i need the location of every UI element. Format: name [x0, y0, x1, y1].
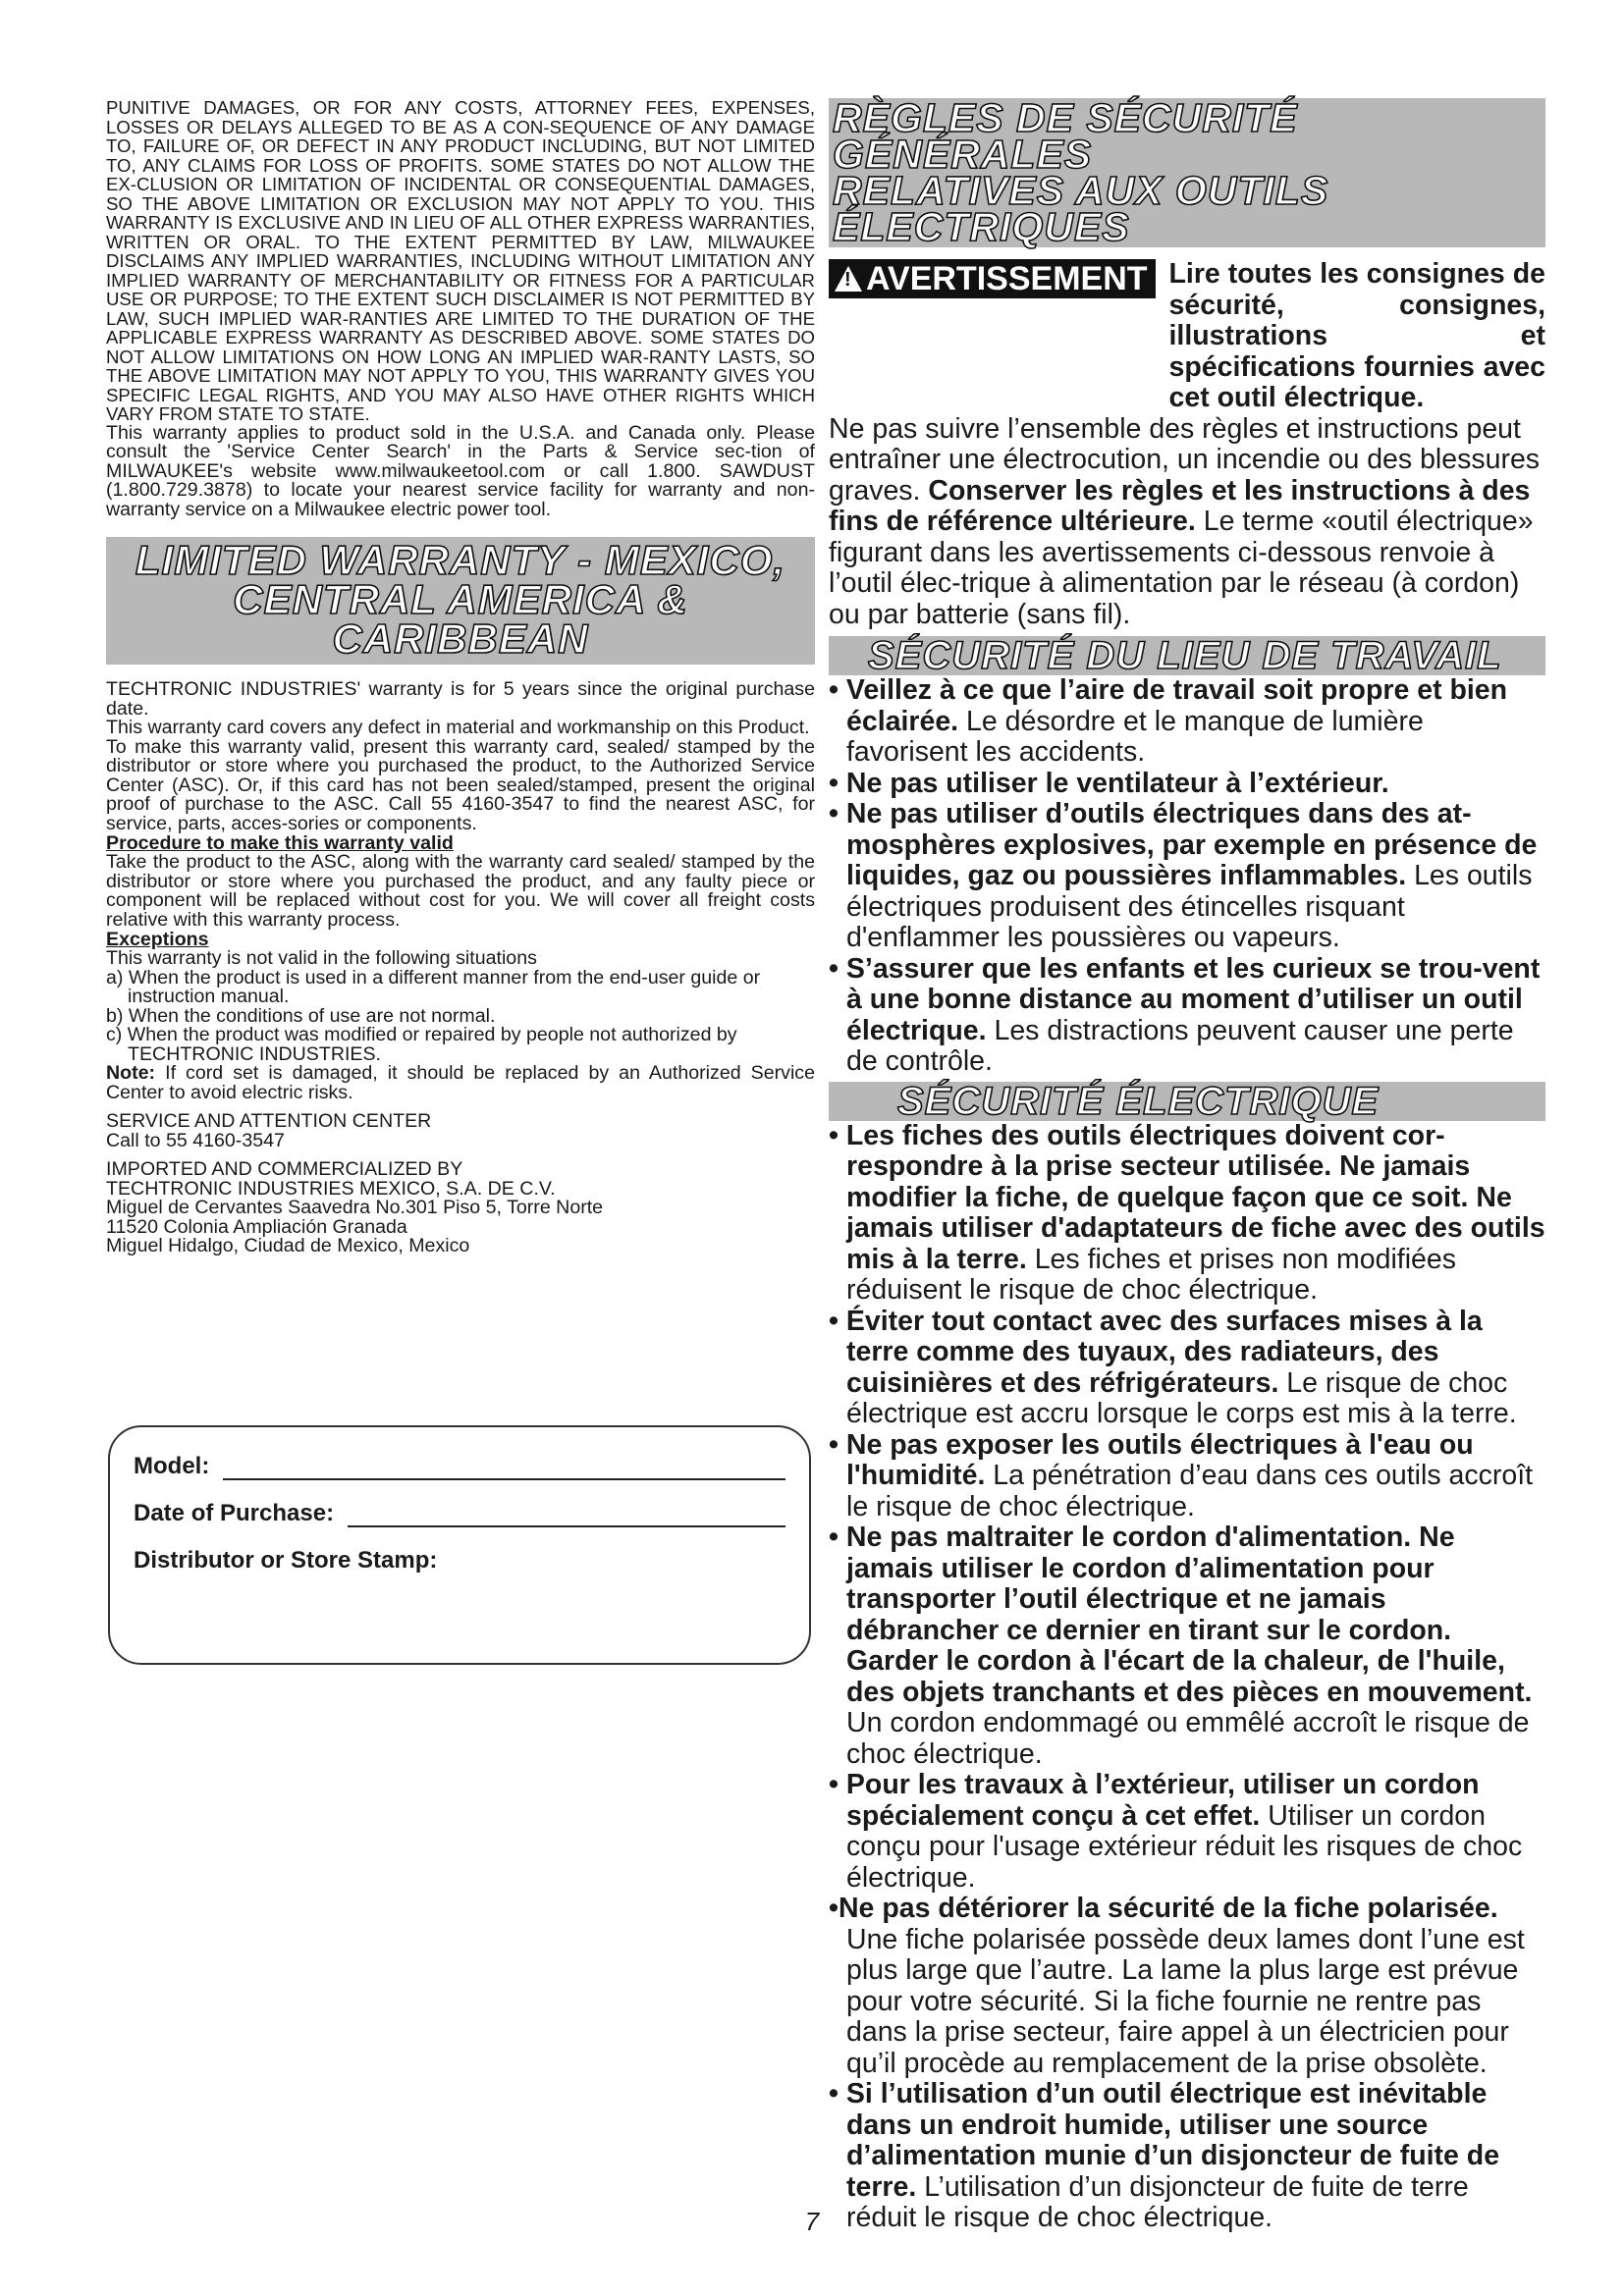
- elec-bullet-5: [829, 1770, 1545, 1894]
- importer-title: IMPORTED AND COMMERCIALIZED BY: [106, 1158, 463, 1180]
- importer-city: Miguel Hidalgo, Ciudad de Mexico, Mexico: [106, 1235, 470, 1256]
- warranty-validity-text: To make this warranty valid, present this warranty card, sealed/ stamped by the distributor or store where you purchased the product, to the Authorized Service Center (ASC). Or, if this card has not been sealed/stamped, present the original proof of purchase to the ASC. Call 55 4160-3547 to find the nearest ASC, for service, parts, acces-sories or components.: [106, 735, 815, 834]
- warning-block: [829, 259, 1545, 414]
- electrical-safety-title: SÉCURITÉ ÉLECTRIQUE: [897, 1079, 1380, 1123]
- work-bullet-2: [829, 769, 1545, 800]
- mexico-heading-line1: LIMITED WARRANTY - MEXICO,: [135, 537, 786, 583]
- warning-label: AVERTISSEMENT: [866, 260, 1148, 297]
- warranty-stamp-form: [108, 1425, 811, 1665]
- left-column: [106, 98, 815, 1256]
- elec-bullet-6: [829, 1894, 1545, 2079]
- work-area-safety-title: SÉCURITÉ DU LIEU DE TRAVAIL: [868, 634, 1502, 677]
- procedure-heading: Procedure to make this warranty valid: [106, 832, 454, 854]
- model-line[interactable]: [223, 1461, 785, 1480]
- exception-b: b) When the conditions of use are not normal.: [106, 1004, 496, 1027]
- warning-body: [829, 414, 1545, 631]
- exception-a: a) When the product is used in a different manner from the end-user guide or instruction manual.: [106, 966, 761, 1007]
- purchase-date-label: Date of Purchase:: [134, 1500, 335, 1526]
- elec-bullet-5-text: Utiliser un cordon conçu pour l'usage extérieur réduit les risques de choc électrique.: [846, 1799, 1523, 1894]
- elec-bullet-5-bold: • Pour les travaux à l’extérieur, utiliser un cordon spécialement conçu à cet effet.: [829, 1769, 1480, 1832]
- elec-bullet-1: [829, 1121, 1545, 1307]
- service-center-title: SERVICE AND ATTENTION CENTER: [106, 1110, 432, 1132]
- elec-bullet-6-text: Une fiche polarisée possède deux lames dont l’une est plus large que l’autre. La lame la plus large est prévue pour votre sécurité. Si la fiche fournie ne rentre pas dans la prise secteur, faire appel à un électricien pour qu’il procède au remplacement de la prise obsolète.: [846, 1923, 1525, 2079]
- elec-bullet-3-text: La pénétration d’eau dans ces outils accroît le risque de choc électrique.: [846, 1460, 1534, 1522]
- importer-company: TECHTRONIC INDUSTRIES MEXICO, S.A. DE C.V.: [106, 1177, 556, 1200]
- warranty-coverage-text: This warranty card covers any defect in material and workmanship on this Product.: [106, 717, 810, 738]
- service-center-phone: Call to 55 4160-3547: [106, 1129, 285, 1151]
- warning-normal-b: Le terme «outil électrique» figurant dans les avertissements ci-dessous renvoie à l’outil élec-trique à alimentation par le réseau (à cordon) ou par batterie (sans fil).: [829, 506, 1534, 630]
- work-bullet-4-bold: • S’assurer que les enfants et les curieux se trou-vent à une bonne distance au moment d’utiliser un outil électrique.: [829, 952, 1541, 1046]
- warning-exclamation: !: [844, 269, 851, 291]
- store-stamp-field[interactable]: [134, 1547, 785, 1575]
- work-bullet-3: [829, 799, 1545, 954]
- elec-bullet-6-bold: •Ne pas détériorer la sécurité de la fiche polarisée.: [829, 1893, 1498, 1924]
- store-stamp-label: Distributor or Store Stamp:: [134, 1547, 438, 1574]
- warning-normal-a: Ne pas suivre l’ensemble des règles et instructions peut entraîner une électrocution, un incendie ou des blessures graves.: [829, 412, 1541, 507]
- exceptions-heading: Exceptions: [106, 929, 209, 950]
- elec-bullet-4: [829, 1522, 1545, 1770]
- mexico-heading-line2: CENTRAL AMERICA & CARIBBEAN: [233, 576, 688, 662]
- general-safety-heading-line2: RELATIVES AUX OUTILS ÉLECTRIQUES: [833, 168, 1329, 249]
- importer-street: Miguel de Cervantes Saavedra No.301 Piso 5, Torre Norte: [106, 1197, 604, 1218]
- work-bullet-3-bold: • Ne pas utiliser d’outils électriques dans des at-mosphères explosives, par exemple en présence de liquides, gaz ou poussières inflammables.: [829, 798, 1538, 891]
- work-bullet-3-text: Les outils électriques produisent des étincelles risquant d'enflammer les poussières ou vapeurs.: [846, 860, 1533, 953]
- note-text: If cord set is damaged, it should be replaced by an Authorized Service Center to avoid electric risks.: [106, 1062, 815, 1103]
- general-safety-heading: [829, 95, 1545, 249]
- page-number: 7: [804, 2207, 820, 2236]
- warning-lead: [1156, 259, 1545, 414]
- elec-bullet-1-bold: • Les fiches des outils électriques doivent cor-respondre à la prise secteur utilisée. Ne jamais modifier la fiche, de quelque façon que ce soit. Ne jamais utiliser d'adaptateurs de fiche avec des outils mis à la terre.: [829, 1119, 1545, 1275]
- exception-c: c) When the product was modified or repaired by people not authorized by TECHTRONIC INDUSTRIES.: [106, 1024, 737, 1065]
- general-safety-heading-line1: RÈGLES DE SÉCURITÉ GÉNÉRALES: [833, 95, 1298, 177]
- elec-bullet-2-bold: • Éviter tout contact avec des surfaces mises à la terre comme des tuyaux, des radiateurs, des cuisinières et des réfrigérateurs.: [829, 1305, 1483, 1399]
- model-field[interactable]: [134, 1453, 785, 1480]
- purchase-date-line[interactable]: [348, 1508, 785, 1527]
- work-area-safety-heading: [829, 636, 1545, 675]
- work-bullet-1-text: Le désordre et le manque de lumière favorisent les accidents.: [846, 705, 1424, 768]
- importer-colonia: 11520 Colonia Ampliación Granada: [106, 1215, 407, 1238]
- procedure-text: Take the product to the ASC, along with the warranty card sealed/ stamped by the distributor or store where you purchased the product, and any faulty piece or component will be replaced without cost for you. We will cover all freight costs relative with this warranty process.: [106, 851, 815, 931]
- work-bullet-1-bold: • Veillez à ce que l’aire de travail soit propre et bien éclairée.: [829, 674, 1508, 737]
- warranty-period-text: TECHTRONIC INDUSTRIES' warranty is for 5 years since the original purchase date.: [106, 678, 815, 720]
- electrical-safety-heading: [829, 1079, 1545, 1123]
- purchase-date-field[interactable]: [134, 1500, 785, 1527]
- warning-bold-a: Lire toutes les consignes de sécurité, consignes, illustrations et spécifications fournies avec cet outil électrique.: [1168, 258, 1545, 413]
- note-label: Note:: [106, 1062, 156, 1084]
- usa-canada-warranty-text: This warranty applies to product sold in the U.S.A. and Canada only. Please consult the 'Service Center Search' in the Parts & Service sec-tion of MILWAUKEE's website www.milwaukeetool.com or call 1.800. SAWDUST (1.800.729.3878) to locate your nearest service facility for warranty and non-warranty service on a Milwaukee electric power tool.: [106, 421, 815, 520]
- cord-note: [106, 1064, 815, 1102]
- elec-bullet-7-bold: • Si l’utilisation d’un outil électrique est inévitable dans un endroit humide, utiliser une source d’alimentation munie d’un disjoncteur de fuite de terre.: [829, 2078, 1500, 2203]
- model-label: Model:: [134, 1453, 210, 1479]
- exceptions-intro: This warranty is not valid in the following situations: [106, 947, 537, 969]
- elec-bullet-1-text: Les fiches et prises non modifiées réduisent le risque de choc électrique.: [846, 1243, 1457, 1306]
- elec-bullet-2-text: Le risque de choc électrique est accru lorsque le corps est mis à la terre.: [846, 1366, 1517, 1429]
- elec-bullet-3: [829, 1430, 1545, 1523]
- work-bullet-2-bold: • Ne pas utiliser le ventilateur à l’extérieur.: [829, 767, 1389, 799]
- work-bullet-4-text: Les distractions peuvent causer une perte de contrôle.: [846, 1014, 1514, 1077]
- warranty-disclaimer: PUNITIVE DAMAGES, OR FOR ANY COSTS, ATTORNEY FEES, EXPENSES, LOSSES OR DELAYS ALLEGED TO BE AS A CON-SEQUENCE OF ANY DAMAGE TO, FAILURE OF, OR DEFECT IN ANY PRODUCT INCLUDING, BUT NOT LIMITED TO, ANY CLAIMS FOR LOSS OF PROFITS. SOME STATES DO NOT ALLOW THE EX-CLUSION OR LIMITATION OF INCIDENTAL OR CONSEQUENTIAL DAMAGES, SO THE ABOVE LIMITATION OR EXCLUSION MAY NOT APPLY TO YOU. THIS WARRANTY IS EXCLUSIVE AND IN LIEU OF ALL OTHER EXPRESS WARRANTIES, WRITTEN OR ORAL. TO THE EXTENT PERMITTED BY LAW, MILWAUKEE DISCLAIMS ANY IMPLIED WARRANTIES, INCLUDING WITHOUT LIMITATION ANY IMPLIED WARRANTY OF MERCHANTABILITY OR FITNESS FOR A PARTICULAR USE OR PURPOSE; TO THE EXTENT SUCH DISCLAIMER IS NOT PERMITTED BY LAW, SUCH IMPLIED WAR-RANTIES ARE LIMITED TO THE DURATION OF THE APPLICABLE EXPRESS WARRANTY AS DESCRIBED ABOVE. SOME STATES DO NOT ALLOW LIMITATIONS ON HOW LONG AN IMPLIED WAR-RANTY LASTS, SO THE ABOVE LIMITATION MAY NOT APPLY TO YOU, THIS WARRANTY GIVES YOU SPECIFIC LEGAL RIGHTS, AND YOU MAY ALSO HAVE OTHER RIGHTS WHICH VARY FROM STATE TO STATE.: [106, 97, 815, 424]
- warning-triangle-icon: [835, 266, 862, 292]
- warning-badge: [829, 259, 1156, 298]
- elec-bullet-7-text: L’utilisation d’un disjoncteur de fuite de terre réduit le risque de choc électrique.: [846, 2170, 1469, 2233]
- elec-bullet-3-bold: • Ne pas exposer les outils électriques à l'eau ou l'humidité.: [829, 1428, 1474, 1491]
- elec-bullet-4-bold: • Ne pas maltraiter le cordon d'alimentation. Ne jamais utiliser le cordon d’alimentation pour transporter l’outil électrique et ne jamais débrancher ce dernier en tirant sur le cordon. Garder le cordon à l'écart de la chaleur, de l'huile, des objets tranchants et des pièces en mouvement.: [829, 1522, 1533, 1708]
- work-bullet-4: [829, 954, 1545, 1078]
- mexico-warranty-heading: [106, 537, 815, 665]
- elec-bullet-2: [829, 1307, 1545, 1430]
- right-column: [829, 95, 1545, 2234]
- work-bullet-1: [829, 675, 1545, 769]
- elec-bullet-4-text: Un cordon endommagé ou emmêlé accroît le risque de choc électrique.: [846, 1707, 1530, 1770]
- warning-bold-b: Conserver les règles et les instructions à des fins de référence ultérieure.: [829, 474, 1531, 537]
